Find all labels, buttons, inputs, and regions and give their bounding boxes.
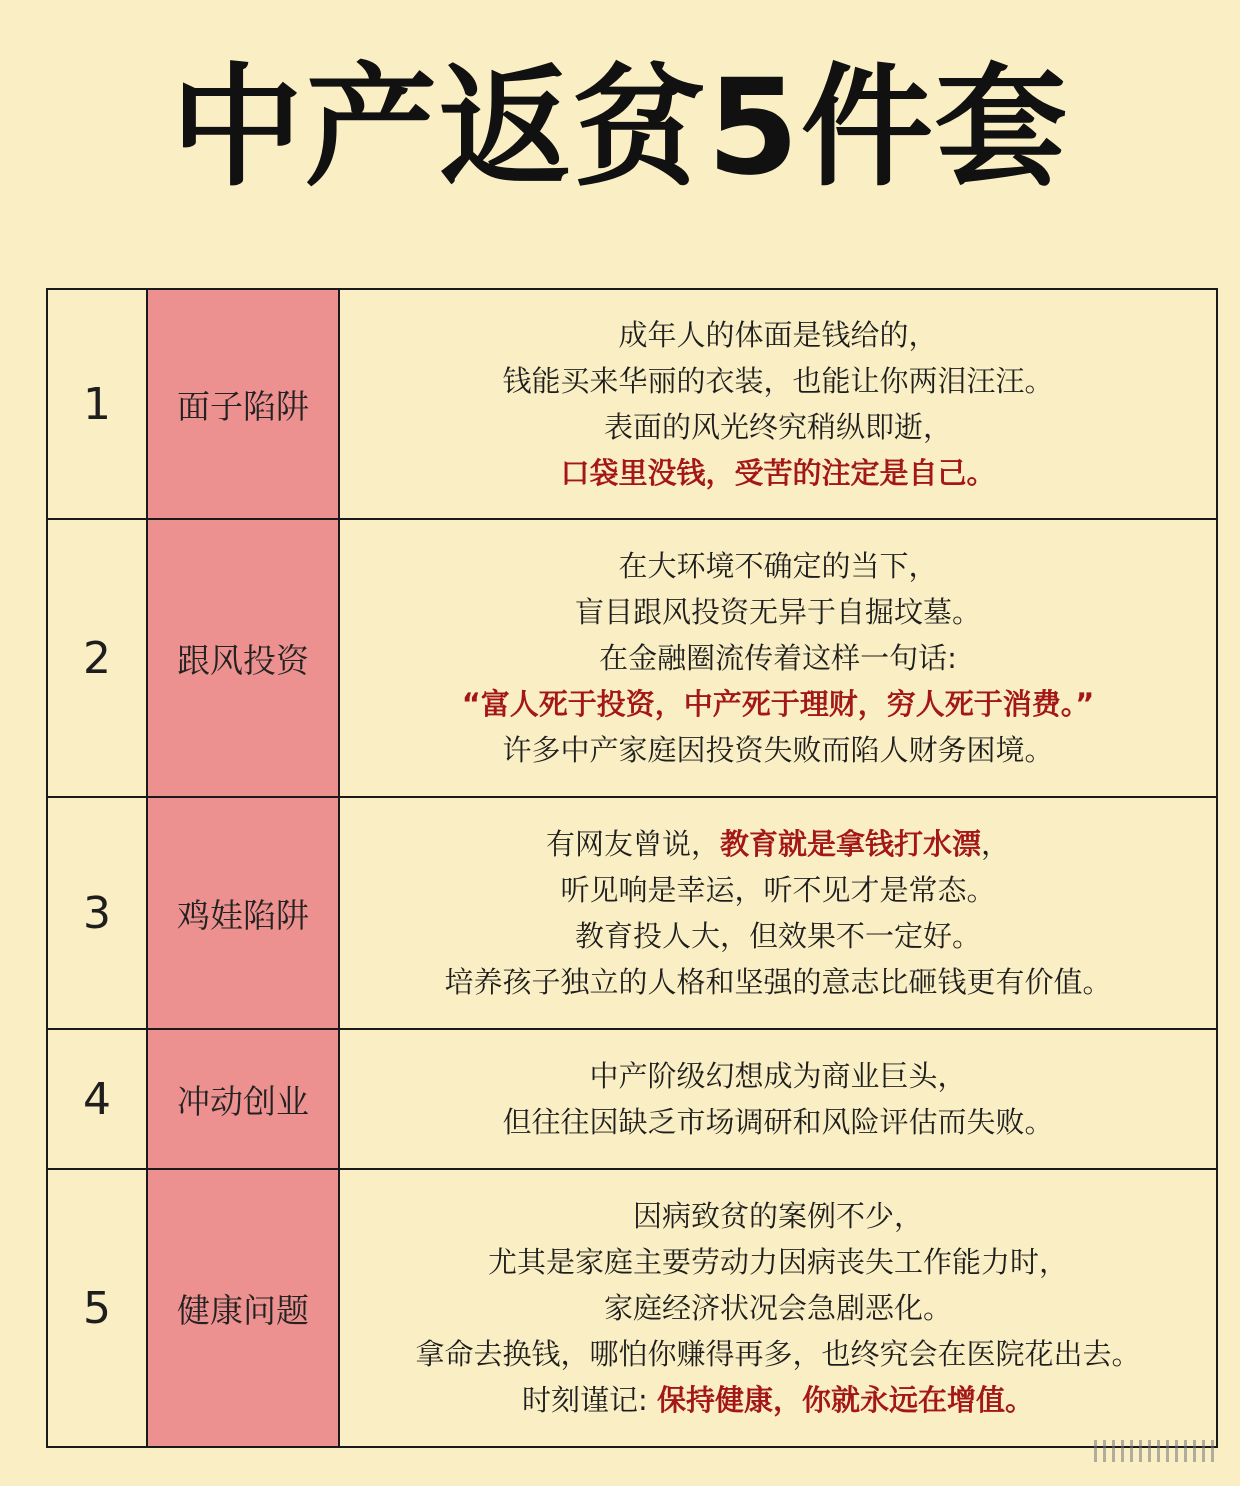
body-text: 家庭经济状况会急剧恶化。 — [603, 1291, 952, 1325]
body-text: 培养孩子独立的人格和坚强的意志比砸钱更有价值。 — [444, 965, 1112, 999]
body-text: 中产阶级幻想成为商业巨头， — [589, 1059, 967, 1093]
emphasis-text: “富人死于投资，中产死于理财，穷人死于消费。” — [461, 687, 1095, 721]
description-line — [340, 959, 1216, 1005]
description-line — [340, 589, 1216, 635]
description-line — [340, 821, 1216, 867]
description-line — [340, 1239, 1216, 1285]
description-line — [340, 681, 1216, 727]
description-line — [340, 404, 1216, 450]
body-text: 拿命去换钱，哪怕你赚得再多，也终究会在医院花出去。 — [415, 1337, 1141, 1371]
description-line — [340, 727, 1216, 773]
description-line — [340, 543, 1216, 589]
description-line — [340, 450, 1216, 496]
trap-table — [46, 288, 1218, 1448]
row-description — [339, 797, 1217, 1029]
table-row — [47, 1029, 1217, 1169]
description-line — [340, 1099, 1216, 1145]
body-text: 时刻谨记: — [521, 1383, 657, 1417]
emphasis-text: 保持健康，你就永远在增值。 — [656, 1383, 1034, 1417]
body-text: 表面的风光终究稍纵即逝， — [603, 410, 952, 444]
body-text: 许多中产家庭因投资失败而陷人财务困境。 — [502, 733, 1054, 767]
emphasis-text: 教育就是拿钱打水漂 — [719, 827, 981, 861]
row-number: 4 — [47, 1029, 147, 1169]
body-text: 教育投人大，但效果不一定好。 — [574, 919, 981, 953]
row-category: 冲动创业 — [147, 1029, 339, 1169]
watermark-barcode — [1094, 1440, 1214, 1462]
row-description — [339, 1169, 1217, 1447]
description-line — [340, 867, 1216, 913]
description-line — [340, 1053, 1216, 1099]
body-text: 在金融圈流传着这样一句话: — [599, 641, 957, 675]
description-line — [340, 1377, 1216, 1423]
row-description — [339, 289, 1217, 519]
body-text: 在大环境不确定的当下， — [618, 549, 938, 583]
body-text: 盲目跟风投资无异于自掘坟墓。 — [574, 595, 981, 629]
table-row — [47, 519, 1217, 797]
table-row — [47, 1169, 1217, 1447]
body-text: 因病致贫的案例不少， — [632, 1199, 923, 1233]
description-line — [340, 913, 1216, 959]
row-number: 2 — [47, 519, 147, 797]
emphasis-text: 口袋里没钱，受苦的注定是自己。 — [560, 456, 996, 490]
table-row — [47, 797, 1217, 1029]
body-text: 听见响是幸运，听不见才是常态。 — [560, 873, 996, 907]
body-text: 成年人的体面是钱给的， — [618, 318, 938, 352]
body-text: 有网友曾说， — [545, 827, 720, 861]
row-number: 3 — [47, 797, 147, 1029]
description-line — [340, 1331, 1216, 1377]
row-number: 5 — [47, 1169, 147, 1447]
description-line — [340, 312, 1216, 358]
row-category: 健康问题 — [147, 1169, 339, 1447]
body-text: 尤其是家庭主要劳动力因病丧失工作能力时， — [487, 1245, 1068, 1279]
description-line — [340, 358, 1216, 404]
body-text: 但往往因缺乏市场调研和风险评估而失败。 — [502, 1105, 1054, 1139]
description-line — [340, 1193, 1216, 1239]
table-row — [47, 289, 1217, 519]
body-text: ， — [981, 827, 1011, 861]
row-category: 鸡娃陷阱 — [147, 797, 339, 1029]
row-description — [339, 1029, 1217, 1169]
page-title: 中产返贫5件套 — [171, 51, 1069, 205]
body-text: 钱能买来华丽的衣装，也能让你两泪汪汪。 — [502, 364, 1054, 398]
trap-table-body — [47, 289, 1217, 1447]
row-description — [339, 519, 1217, 797]
row-category: 跟风投资 — [147, 519, 339, 797]
row-number: 1 — [47, 289, 147, 519]
description-line — [340, 1285, 1216, 1331]
description-line — [340, 635, 1216, 681]
row-category: 面子陷阱 — [147, 289, 339, 519]
